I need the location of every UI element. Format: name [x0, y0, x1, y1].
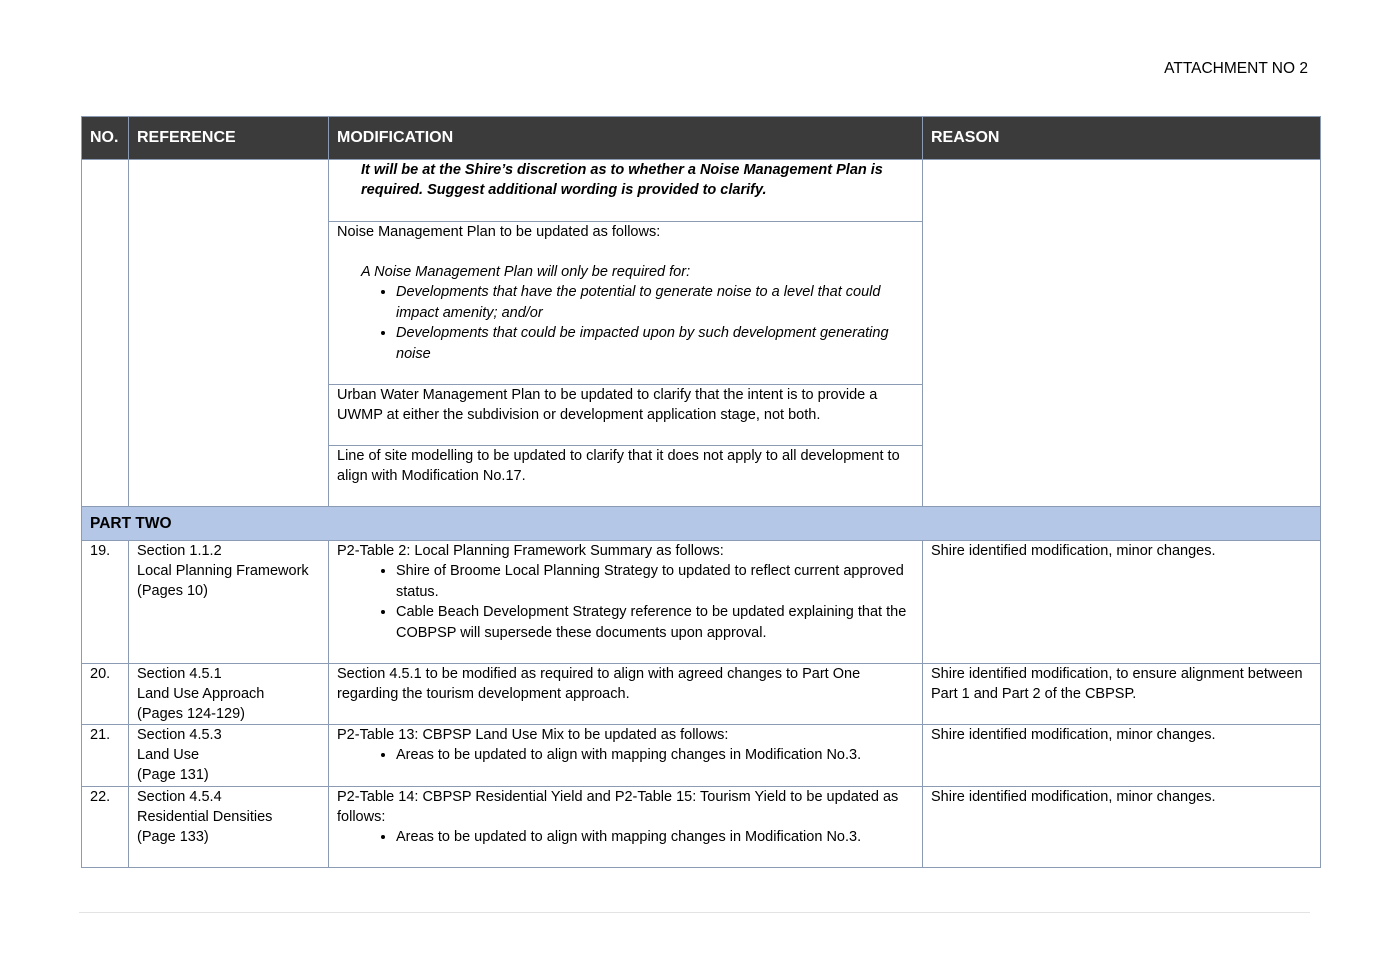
footer-divider: [79, 912, 1310, 913]
row-modification: [329, 664, 923, 725]
header-reference: REFERENCE: [129, 117, 329, 160]
mod-bullet-list: [337, 827, 914, 848]
mod-bullet-list: [337, 745, 914, 766]
cell-ref-continued: [129, 160, 329, 507]
ref-pages: (Pages 10): [137, 583, 208, 599]
mod-bullet-list: [337, 561, 914, 643]
row-no: 19.: [82, 541, 129, 664]
note-block: [329, 160, 922, 222]
row-modification: [329, 787, 923, 868]
ref-section: Section 4.5.3: [137, 727, 222, 743]
row-reference: [129, 541, 329, 664]
row-modification: [329, 725, 923, 787]
modifications-table: [81, 116, 1321, 868]
uwmp-text: Urban Water Management Plan to be updated to clarify that the intent is to provide a UWMP at either the subdivision or development application stage, not both.: [337, 387, 878, 423]
row-reason: Shire identified modification, minor changes.: [923, 541, 1321, 664]
list-item: • Developments that could be impacted upon by such development generating noise: [396, 323, 914, 364]
line-of-site-text: Line of site modelling to be updated to clarify that it does not apply to all development to align with Modification No.17.: [337, 448, 900, 484]
row-no: 22.: [82, 787, 129, 868]
noise-block: [329, 222, 922, 385]
ref-section: Section 4.5.1: [137, 666, 222, 682]
mod-intro: P2-Table 2: Local Planning Framework Summary as follows:: [337, 543, 724, 559]
row-reason: Shire identified modification, to ensure alignment between Part 1 and Part 2 of the CBPSP.: [923, 664, 1321, 725]
cell-no-continued: [82, 160, 129, 507]
list-item: • Areas to be updated to align with mapping changes in Modification No.3.: [396, 827, 914, 848]
noise-bullet-list: [337, 282, 914, 364]
row-modification: [329, 541, 923, 664]
row-no: 21.: [82, 725, 129, 787]
header-no: NO.: [82, 117, 129, 160]
table-row: [82, 725, 1321, 787]
attachment-label: ATTACHMENT NO 2: [1164, 60, 1308, 77]
table-row: [82, 664, 1321, 725]
row-no: 20.: [82, 664, 129, 725]
cell-mod-continued: [329, 160, 923, 507]
row-reason: Shire identified modification, minor changes.: [923, 725, 1321, 787]
ref-title: Land Use: [137, 747, 200, 763]
table-row: [82, 541, 1321, 664]
mod-intro: P2-Table 14: CBPSP Residential Yield and P2-Table 15: Tourism Yield to be updated as follows:: [337, 789, 899, 825]
cell-reason-continued: [923, 160, 1321, 507]
ref-pages: (Pages 124-129): [137, 706, 246, 722]
table-header-row: [82, 117, 1321, 160]
ref-section: Section 4.5.4: [137, 789, 222, 805]
ref-pages: (Page 133): [137, 829, 209, 845]
table-row-continued: [82, 160, 1321, 507]
discretion-note: It will be at the Shire’s discretion as to whether a Noise Management Plan is required. Suggest additional wording is provided to clarify.: [361, 162, 883, 198]
row-reference: [129, 725, 329, 787]
uwmp-block: [329, 385, 922, 446]
part-two-heading: PART TWO: [82, 507, 1321, 541]
line-of-site-block: [329, 446, 922, 506]
list-item: • Developments that have the potential to generate noise to a level that could impact amenity; and/or: [396, 282, 914, 323]
ref-section: Section 1.1.2: [137, 543, 222, 559]
part-two-row: [82, 507, 1321, 541]
header-reason: REASON: [923, 117, 1321, 160]
list-item: • Cable Beach Development Strategy reference to be updated explaining that the COBPSP will supersede these documents upon approval.: [396, 602, 914, 643]
mod-intro: Section 4.5.1 to be modified as required to align with agreed changes to Part One regarding the tourism development approach.: [337, 666, 861, 702]
ref-title: Residential Densities: [137, 809, 273, 825]
header-modification: MODIFICATION: [329, 117, 923, 160]
list-item: • Shire of Broome Local Planning Strategy to updated to reflect current approved status.: [396, 561, 914, 602]
noise-quote: A Noise Management Plan will only be required for:: [361, 264, 691, 280]
noise-intro: Noise Management Plan to be updated as follows:: [337, 224, 661, 240]
ref-pages: (Page 131): [137, 767, 209, 783]
list-item: • Areas to be updated to align with mapping changes in Modification No.3.: [396, 745, 914, 766]
mod-intro: P2-Table 13: CBPSP Land Use Mix to be updated as follows:: [337, 727, 729, 743]
ref-title: Land Use Approach: [137, 686, 265, 702]
row-reason: Shire identified modification, minor changes.: [923, 787, 1321, 868]
ref-title: Local Planning Framework: [137, 563, 309, 579]
row-reference: [129, 787, 329, 868]
table-row: [82, 787, 1321, 868]
row-reference: [129, 664, 329, 725]
